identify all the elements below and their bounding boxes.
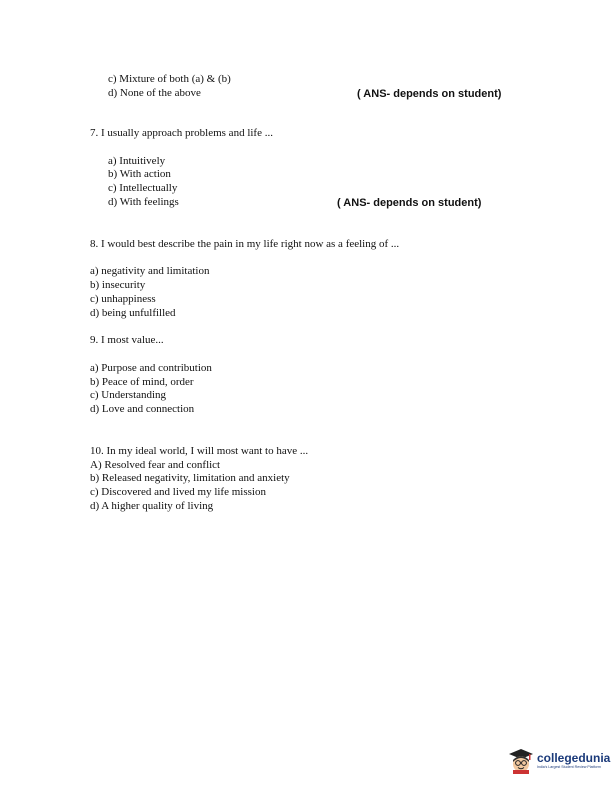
q10-option-b: b) Released negativity, limitation and anxiety (90, 472, 290, 484)
q7-option-a: a) Intuitively (108, 155, 166, 167)
q9-option-d: d) Love and connection (90, 403, 195, 415)
q6-option-c: c) Mixture of both (a) & (b) (108, 73, 231, 85)
q8-option-c: c) unhappiness (90, 293, 156, 305)
q6-answer: ( ANS- depends on student) (357, 88, 502, 100)
q9-option-b: b) Peace of mind, order (90, 376, 194, 388)
brand-name: collegedunia (537, 751, 611, 765)
q10-option-c: c) Discovered and lived my life mission (90, 486, 266, 498)
q9-option-a: a) Purpose and contribution (90, 362, 212, 374)
q10-question: 10. In my ideal world, I will most want to have ... (90, 445, 309, 457)
q9-question: 9. I most value... (90, 334, 164, 346)
q7-option-b: b) With action (108, 168, 171, 180)
q8-option-b: b) insecurity (90, 279, 146, 291)
q7-question: 7. I usually approach problems and life ... (90, 127, 273, 139)
q10-option-d: d) A higher quality of living (90, 500, 214, 512)
q7-option-c: c) Intellectually (108, 182, 178, 194)
graduate-mascot-icon (508, 748, 534, 774)
q10-option-a: A) Resolved fear and conflict (90, 459, 221, 471)
q8-question: 8. I would best describe the pain in my life right now as a feeling of ... (90, 238, 400, 250)
brand-tagline: India's Largest Student Review Platform (537, 765, 601, 769)
collegedunia-logo (508, 748, 610, 774)
q8-option-d: d) being unfulfilled (90, 307, 176, 319)
q7-answer: ( ANS- depends on student) (337, 197, 482, 209)
q6-option-d: d) None of the above (108, 87, 201, 99)
q7-option-d: d) With feelings (108, 196, 179, 208)
q9-option-c: c) Understanding (90, 389, 167, 401)
q8-option-a: a) negativity and limitation (90, 265, 210, 277)
